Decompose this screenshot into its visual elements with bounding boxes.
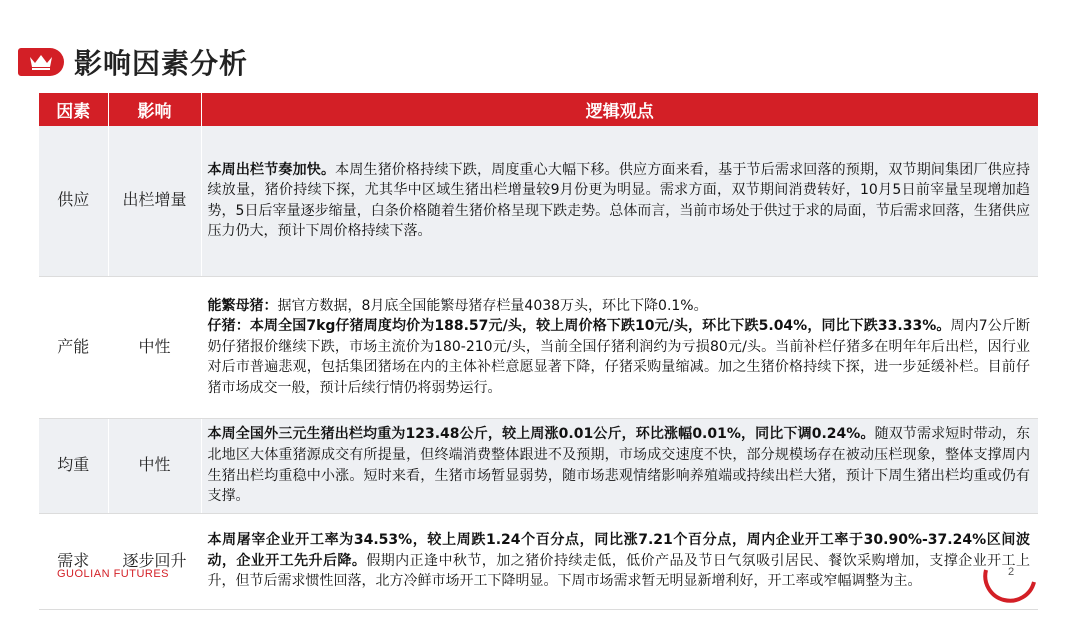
factor-cell: 需求 xyxy=(39,513,108,609)
view-cell xyxy=(201,513,1038,609)
brand-logo-text: GUOLIAN FUTURES xyxy=(57,568,170,580)
view-bold-lead: 本周全国外三元生猪出栏均重为123.48公斤，较上周涨0.01公斤，环比涨幅0.01%，同比下调0.24%。 xyxy=(207,426,875,443)
view-paragraph xyxy=(208,160,1031,242)
view-bold-lead: 仔猪：本周全国7kg仔猪周度均价为188.57元/头，较上周价格下跌10元/头，环比下跌5.04%，同比下跌33.33%。 xyxy=(207,318,951,335)
view-bold-lead: 能繁母猪： xyxy=(207,297,278,314)
factor-cell: 产能 xyxy=(39,276,108,418)
page-title: 影响因素分析 xyxy=(74,47,249,80)
table-row-capacity xyxy=(39,276,1038,418)
impact-cell: 逐步回升 xyxy=(108,513,201,609)
view-paragraph xyxy=(208,316,1031,398)
view-text: 据官方数据，8月底全国能繁母猪存栏量4038万头，环比下降0.1%。 xyxy=(277,297,708,314)
view-paragraph xyxy=(208,530,1031,592)
table-row-supply xyxy=(39,126,1038,276)
view-bold-lead: 本周出栏节奏加快。 xyxy=(207,161,336,178)
view-bold-lead: 本周屠宰企业开工率为34.53%，较上周跌1.24个百分点，同比涨7.21个百分点，周内企业开工率于30.90%-37.24%区间波动，企业开工先升后降。 xyxy=(207,532,1030,569)
impact-cell: 中性 xyxy=(108,418,201,513)
factor-cell: 供应 xyxy=(39,126,108,276)
view-text: 假期内正逢中秋节，加之猪价持续走低，低价产品及节日气氛吸引居民、餐饮采购增加，支撑企业开工上升，但节后需求惯性回落，北方冷鲜市场开工下降明显。下周市场需求暂无明显新增利好，开工率或窄幅调整为主。 xyxy=(207,552,1030,590)
table-row-demand xyxy=(39,513,1038,609)
view-cell xyxy=(201,126,1038,276)
crown-icon xyxy=(18,48,64,76)
section-header xyxy=(18,42,248,82)
analysis-table xyxy=(39,93,1038,610)
view-paragraph xyxy=(208,424,1031,506)
page-corner-mark-icon xyxy=(978,548,1038,608)
factor-cell: 均重 xyxy=(39,418,108,513)
impact-cell: 中性 xyxy=(108,276,201,418)
table-row-weight xyxy=(39,418,1038,513)
view-text: 本周生猪价格持续下跌，周度重心大幅下移。供应方面来看，基于节后需求回落的预期，双节期间集团厂供应持续放量，猪价持续下探，尤其华中区域生猪出栏增量较9月份更为明显。需求方面，双节期间消费转好，10月5日前宰量呈现增加趋势，5日后宰量逐步缩量，白条价格随着生猪价格呈现下跌走势。总体而言，当前市场处于供过于求的局面，节后需求回落，生猪供应压力仍大，预计下周价格持续下落。 xyxy=(207,161,1031,240)
view-cell xyxy=(201,276,1038,418)
view-paragraph xyxy=(208,296,1031,317)
page-number: 2 xyxy=(1008,566,1015,578)
column-header-view: 逻辑观点 xyxy=(201,93,1038,126)
column-header-factor: 因素 xyxy=(39,93,108,126)
table-header-row xyxy=(39,93,1038,126)
column-header-impact: 影响 xyxy=(108,93,201,126)
view-text: 随双节需求短时带动，东北地区大体重猪源成交有所提量，但终端消费整体跟进不及预期，市场成交速度不快，部分规模场存在被动压栏现象，整体支撑周内生猪出栏均重稳中小涨。短时来看，生猪市场暂显弱势，随市场悲观情绪影响养殖端或持续出栏大猪，预计下周生猪出栏均重或仍有支撑。 xyxy=(207,426,1031,505)
impact-cell: 出栏增量 xyxy=(108,126,201,276)
view-cell xyxy=(201,418,1038,513)
view-text: 周内7公斤断奶仔猪报价继续下跌，市场主流价为180-210元/头，当前全国仔猪利润约为亏损80元/头。当前补栏仔猪多在明年年后出栏，因行业对后市普遍悲观，包括集团猪场在内的主体补栏意愿显著下降，仔猪采购量缩减。加之生猪价格持续下探，进一步延缓补栏。目前仔猪市场成交一般，预计后续行情仍将弱势运行。 xyxy=(207,318,1030,396)
